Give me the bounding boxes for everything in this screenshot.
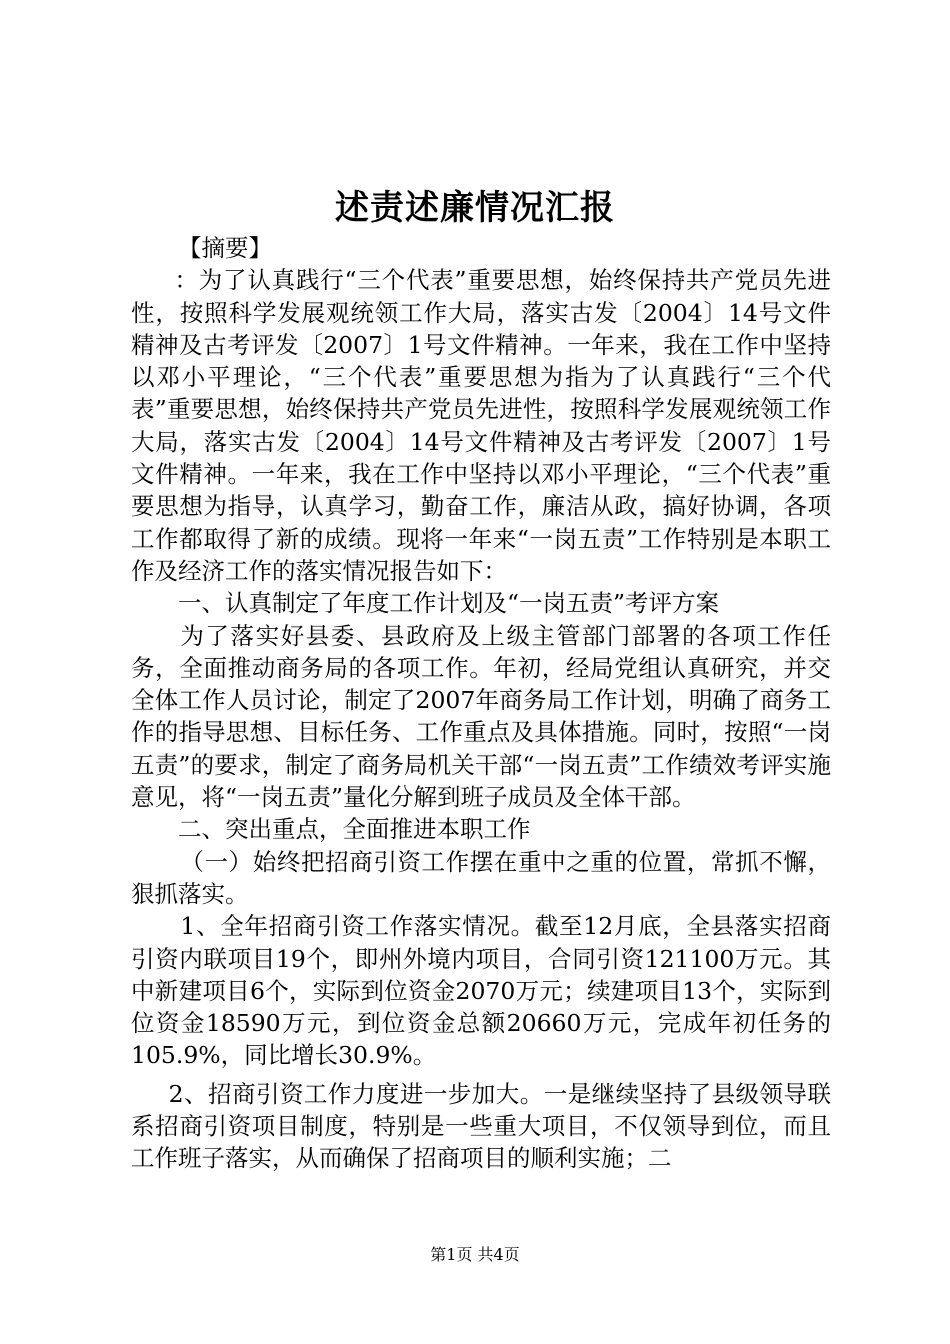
document-body: [131, 232, 831, 1175]
paragraph-section-1: 为了落实好县委、县政府及上级主管部门部署的各项工作任务，全面推动商务局的各项工作。年初，经局党组认真研究，并交全体工作人员讨论，制定了2007年商务局工作计划，明确了商务工作的指导思想、目标任务、工作重点及具体措施。同时，按照“一岗五责”的要求，制定了商务局机关干部“一岗五责”工作绩效考评实施意见，将“一岗五责”量化分解到班子成员及全体干部。: [131, 621, 831, 812]
page-footer: 第1页 共4页: [430, 1245, 520, 1264]
paragraph-item-1: 1、全年招商引资工作落实情况。截至12月底，全县落实招商引资内联项目19个，即州外境内项目，合同引资121100万元。其中新建项目6个，实际到位资金2070万元；续建项目13个，实际到位资金18590万元，到位资金总额20660万元，完成年初任务的105.9%，同比增长30.9%。: [131, 912, 831, 1070]
heading-subsection-1: （一）始终把招商引资工作摆在重中之重的位置，常抓不懈，狠抓落实。: [131, 847, 831, 908]
paragraph-item-2: 2、招商引资工作力度进一步加大。一是继续坚持了县级领导联系招商引资项目制度，特别是一些重大项目，不仅领导到位，而且工作班子落实，从而确保了招商项目的顺利实施；二: [131, 1079, 831, 1173]
heading-section-1: 一、认真制定了年度工作计划及“一岗五责”考评方案: [178, 589, 720, 618]
abstract-label: 【摘要】: [178, 234, 272, 262]
document-title: 述责述廉情况汇报: [335, 188, 615, 228]
heading-section-2: 二、突出重点，全面推进本职工作: [178, 815, 531, 844]
paragraph-abstract: ：为了认真践行“三个代表”重要思想，始终保持共产党员先进性，按照科学发展观统领工作大局，落实古发〔2004〕14号文件精神及古考评发〔2007〕1号文件精神。一年来，我在工作中坚持以邓小平理论，“三个代表”重要思想为指为了认真践行“三个代表”重要思想，始终保持共产党员先进性，按照科学发展观统领工作大局，落实古发〔2004〕14号文件精神及古考评发〔2007〕1号文件精神。一年来，我在工作中坚持以邓小平理论，“三个代表”重要思想为指导，认真学习，勤奋工作，廉洁从政，搞好协调，各项工作都取得了新的成绩。现将一年来“一岗五责”工作特别是本职工作及经济工作的落实情况报告如下：: [131, 266, 831, 585]
